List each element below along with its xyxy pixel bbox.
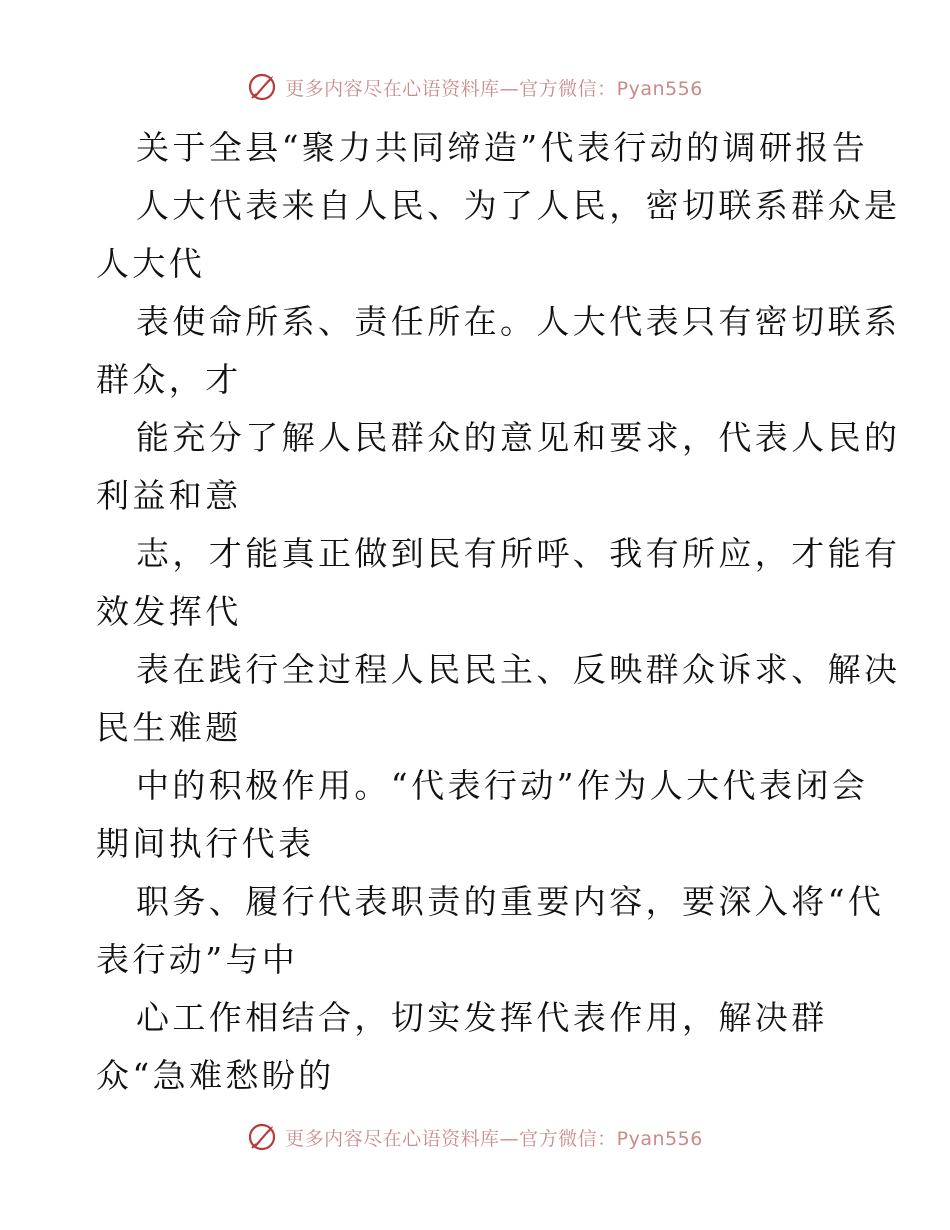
paragraph-line: 表在践行全过程人民民主、反映群众诉求、解决 [136,650,901,689]
paragraph-line: 期间执行代表 [96,824,315,863]
header-watermark [0,72,950,102]
quill-pen-icon [247,72,277,102]
paragraph-line: 众“急难愁盼的 [96,1056,335,1095]
paragraph-line: 表使命所系、责任所在。人大代表只有密切联系 [136,302,901,341]
watermark-text: 更多内容尽在心语资料库—官方微信：Pyan556 [285,77,703,100]
paragraph-line: 民生难题 [96,708,242,747]
paragraph-line: 群众，才 [96,360,242,399]
paragraph-line: 职务、履行代表职责的重要内容，要深入将“代 [136,882,885,921]
paragraph-line: 人大代 [96,244,206,283]
paragraph-line: 人大代表来自人民、为了人民，密切联系群众是 [136,186,901,225]
paragraph-line: 中的积极作用。“代表行动”作为人大代表闭会 [136,766,869,805]
quill-pen-icon [247,1122,277,1152]
document-title: 关于全县“聚力共同缔造”代表行动的调研报告 [136,128,869,167]
footer-watermark [0,1122,950,1152]
paragraph-line: 效发挥代 [96,592,242,631]
paragraph-line: 表行动”与中 [96,940,299,979]
paragraph-line: 心工作相结合，切实发挥代表作用，解决群 [136,998,828,1037]
paragraph-line: 志，才能真正做到民有所呼、我有所应，才能有 [136,534,901,573]
paragraph-line: 能充分了解人民群众的意见和要求，代表人民的 [136,418,901,457]
paragraph-line: 利益和意 [96,476,242,515]
watermark-text: 更多内容尽在心语资料库—官方微信：Pyan556 [285,1127,703,1150]
